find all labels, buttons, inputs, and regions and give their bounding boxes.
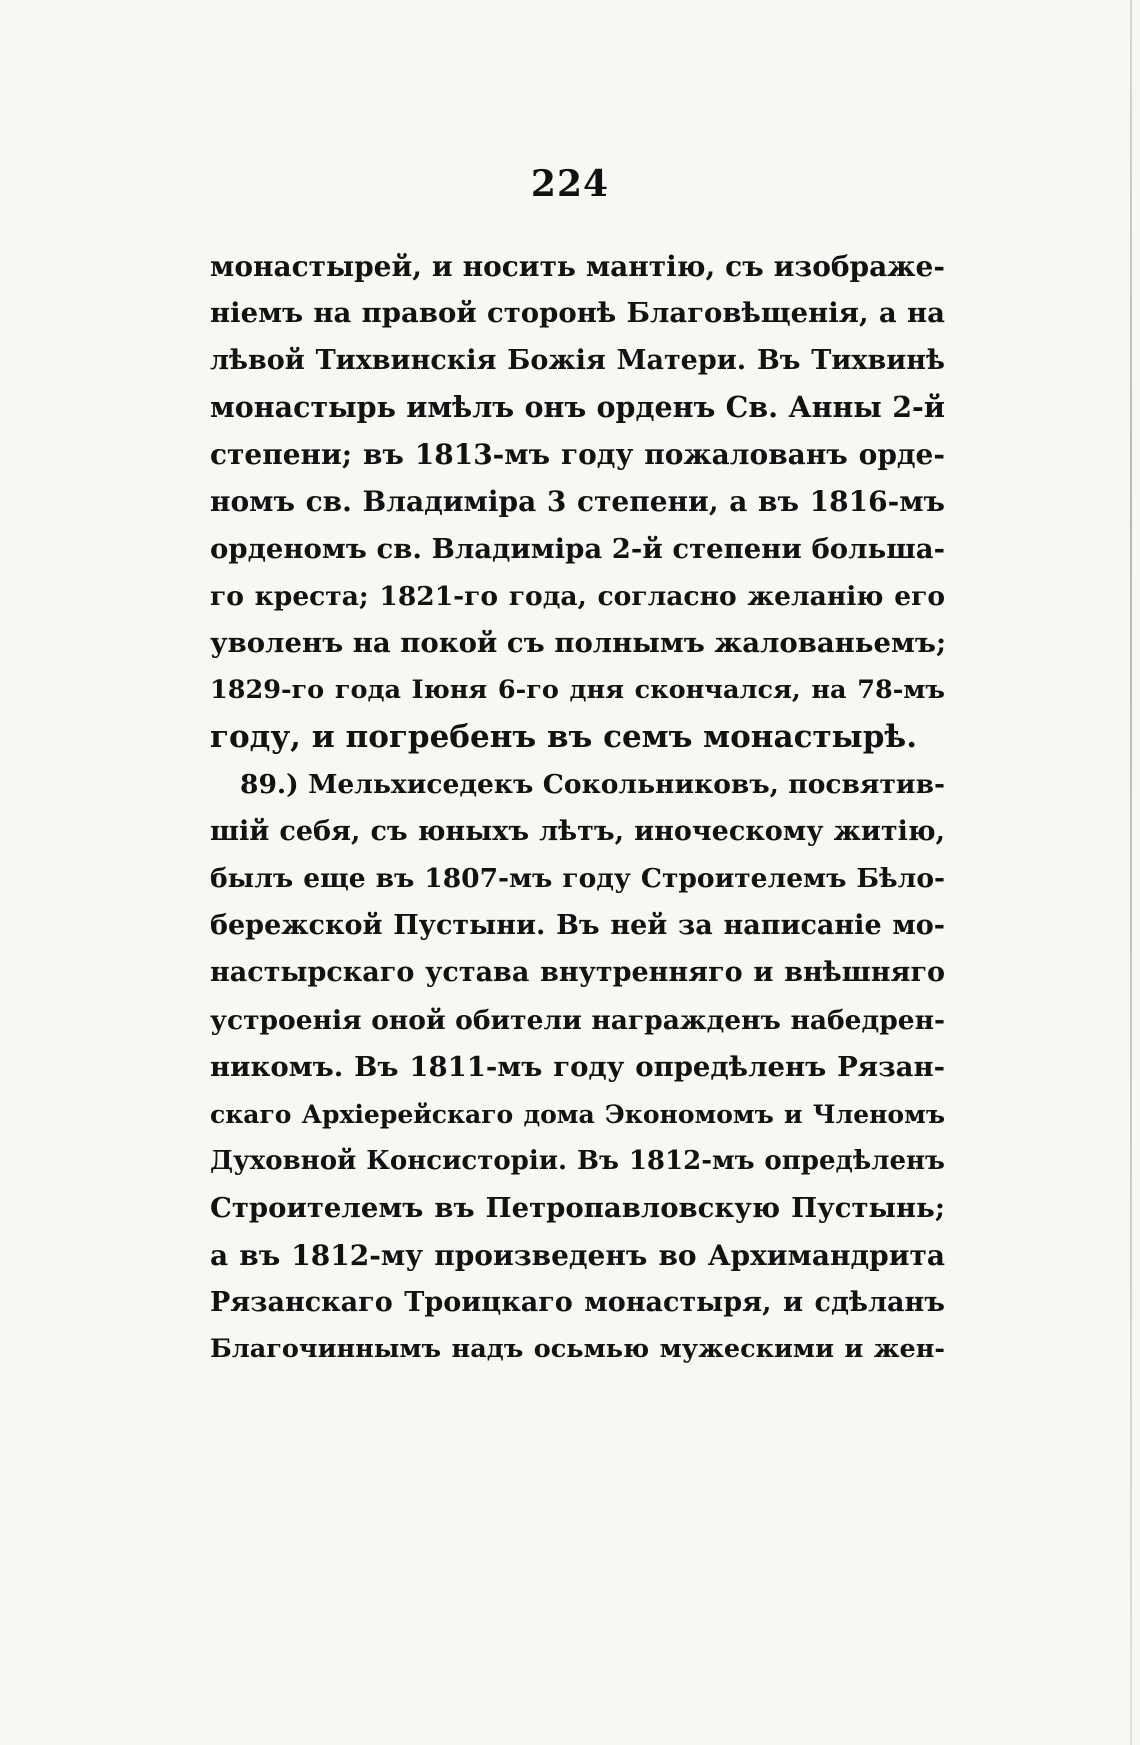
text-line: шій себя, съ юныхъ лѣтъ, иноческому житію, xyxy=(210,816,945,848)
text-line: Строителемъ въ Петропавловскую Пустынь; xyxy=(210,1191,945,1224)
text-line: ніемъ на правой сторонѣ Благовѣщенія, а на xyxy=(210,297,945,330)
text-line: бережской Пустыни. Въ ней за написаніе мо- xyxy=(210,910,945,942)
text-line: былъ еще въ 1807-мъ году Строителемъ Бѣло- xyxy=(210,863,945,895)
text-line: монастырь имѣлъ онъ орденъ Св. Анны 2-й xyxy=(210,390,945,425)
text-line: степени; въ 1813-мъ году пожалованъ орде- xyxy=(210,438,945,472)
text-line: номъ св. Владиміра 3 степени, а въ 1816-мъ xyxy=(210,485,945,519)
text-line: Благочиннымъ надъ осьмью мужескими и жен- xyxy=(210,1334,945,1365)
text-line: никомъ. Въ 1811-мъ году опредѣленъ Рязан- xyxy=(210,1050,945,1083)
text-line: монастырей, и носить мантію, съ изображе- xyxy=(210,250,945,283)
text-line: го креста; 1821-го года, согласно желанію его xyxy=(210,580,945,612)
page-number: 224 xyxy=(530,163,610,205)
text-line: скаго Архіерейскаго дома Экономомъ и Членомъ xyxy=(210,1099,945,1129)
page-edge-shadow xyxy=(1130,0,1132,1745)
text-line: Рязанскаго Троицкаго монастыря, и сдѣланъ xyxy=(210,1287,945,1319)
text-line: году, и погребенъ въ семъ монастырѣ. xyxy=(210,718,917,755)
text-line: 1829-го года Іюня 6-го дня скончался, на 78-мъ xyxy=(210,674,945,705)
text-line: уволенъ на покой съ полнымъ жалованьемъ; xyxy=(210,626,947,659)
body-text xyxy=(210,243,945,1373)
paragraph-start-line: 89.) Мельхиседекъ Сокольниковъ, посвятив- xyxy=(240,769,945,801)
text-line: лѣвой Тихвинскія Божія Матери. Въ Тихвинѣ xyxy=(210,345,945,377)
text-line: орденомъ св. Владиміра 2-й степени большa- xyxy=(210,532,945,565)
text-line: а въ 1812-му произведенъ во Архимандрита xyxy=(210,1238,945,1272)
text-line: настырскаго устава внутренняго и внѣшняго xyxy=(210,957,945,989)
text-line: устроенія оной обители награжденъ набедрен- xyxy=(210,1004,945,1036)
text-line: Духовной Консисторіи. Въ 1812-мъ опредѣленъ xyxy=(210,1145,945,1176)
